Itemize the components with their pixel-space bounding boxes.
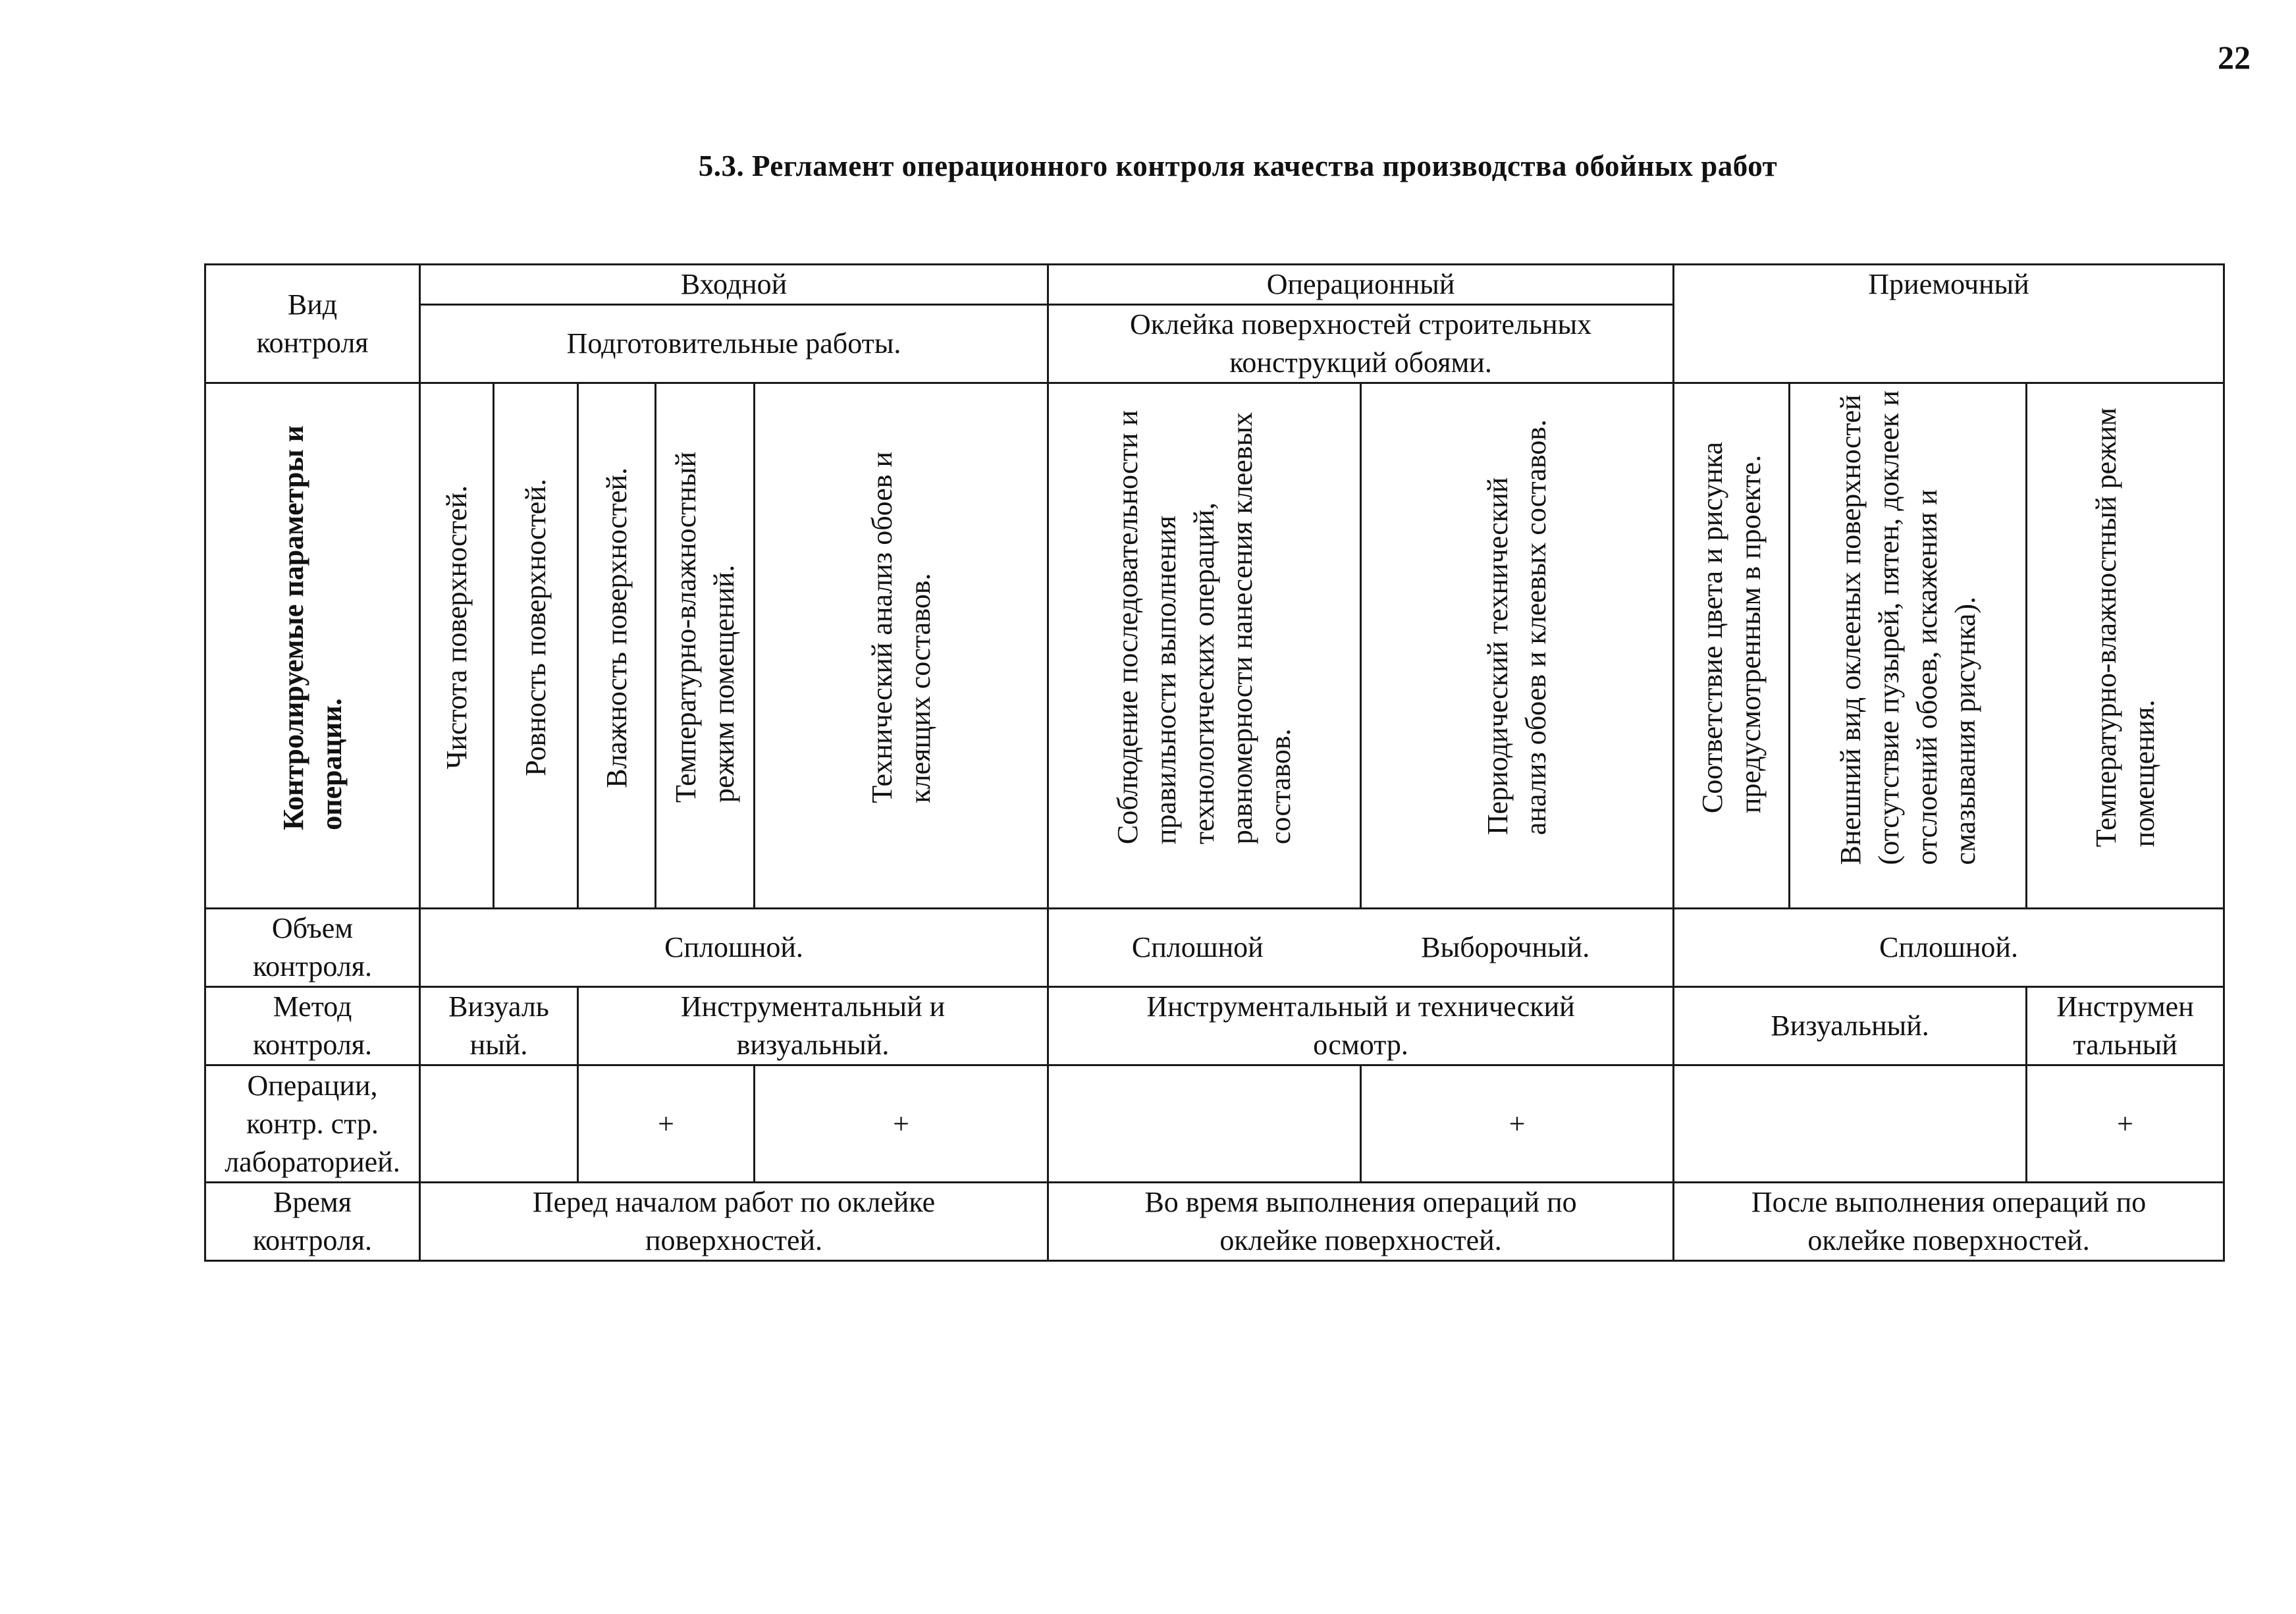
method-visual-acceptance: Визуальный.	[1674, 987, 2027, 1065]
method-row	[205, 987, 2224, 1065]
param-surface-moisture: Влажность поверхностей.	[578, 383, 656, 909]
control-kind-label: Вид контроля	[205, 265, 420, 383]
quality-control-table	[204, 263, 2225, 1262]
method-instrumental-visual: Инструментальный и визуальный.	[578, 987, 1048, 1065]
volume-operational-sample: Выборочный.	[1421, 931, 1590, 963]
document-title: 5.3. Регламент операционного контроля качества производства обойных работ	[698, 149, 1778, 182]
lab-cell-4	[1048, 1065, 1361, 1183]
volume-incoming: Сплошной.	[420, 909, 1048, 987]
lab-operations-row	[205, 1065, 2224, 1183]
volume-acceptance: Сплошной.	[1674, 909, 2224, 987]
lab-cell-7: +	[2027, 1065, 2224, 1183]
param-room-climate-acceptance: Температурно-влажностный режим помещения.	[2027, 383, 2224, 909]
params-row-label: Контролируемые параметры и операции.	[205, 383, 420, 909]
method-visual: Визуаль ный.	[420, 987, 578, 1065]
param-surface-cleanliness: Чистота поверхностей.	[420, 383, 494, 909]
lab-cell-2: +	[578, 1065, 755, 1183]
group-operational: Операционный	[1048, 265, 1674, 305]
parameters-row	[205, 383, 2224, 909]
lab-cell-3: +	[755, 1065, 1048, 1183]
method-label: Метод контроля.	[205, 987, 420, 1065]
subgroup-gluing: Оклейка поверхностей строительных конструкций обоями.	[1048, 305, 1674, 383]
subgroup-preparatory: Подготовительные работы.	[420, 305, 1048, 383]
param-periodic-analysis: Периодический технический анализ обоев и клеевых составов.	[1361, 383, 1674, 909]
lab-operations-label: Операции, контр. стр. лабораторией.	[205, 1065, 420, 1183]
param-color-pattern: Соответствие цвета и рисунка предусмотренным в проекте.	[1674, 383, 1790, 909]
volume-row	[205, 909, 2224, 987]
volume-operational-full: Сплошной	[1131, 931, 1264, 963]
header-group-row	[205, 265, 2224, 305]
param-technical-analysis: Технический анализ обоев и клеящих составов.	[755, 383, 1048, 909]
lab-cell-5: +	[1361, 1065, 1674, 1183]
method-instrumental-inspection: Инструментальный и технический осмотр.	[1048, 987, 1674, 1065]
volume-label: Объем контроля.	[205, 909, 420, 987]
time-label: Время контроля.	[205, 1183, 420, 1261]
time-incoming: Перед началом работ по оклейке поверхностей.	[420, 1183, 1048, 1261]
lab-cell-6	[1674, 1065, 2027, 1183]
param-operation-sequence: Соблюдение последовательности и правильности выполнения технологических операций, равномерности нанесения клеевых составов.	[1048, 383, 1361, 909]
param-room-climate: Температурно-влажностный режим помещений.	[656, 383, 755, 909]
group-incoming: Входной	[420, 265, 1048, 305]
time-operational: Во время выполнения операций по оклейке поверхностей.	[1048, 1183, 1674, 1261]
volume-operational	[1048, 909, 1674, 987]
time-row	[205, 1183, 2224, 1261]
page-number: 22	[2218, 39, 2251, 76]
method-instrumental-acceptance: Инструмен тальный	[2027, 987, 2224, 1065]
param-appearance: Внешний вид оклееных поверхностей (отсутствие пузырей, пятен, доклеек и отслоений обоев, искажения и смазывания рисунка).	[1790, 383, 2027, 909]
param-surface-evenness: Ровность поверхностей.	[494, 383, 578, 909]
time-acceptance: После выполнения операций по оклейке поверхностей.	[1674, 1183, 2224, 1261]
lab-cell-1	[420, 1065, 578, 1183]
group-acceptance: Приемочный	[1674, 265, 2224, 383]
